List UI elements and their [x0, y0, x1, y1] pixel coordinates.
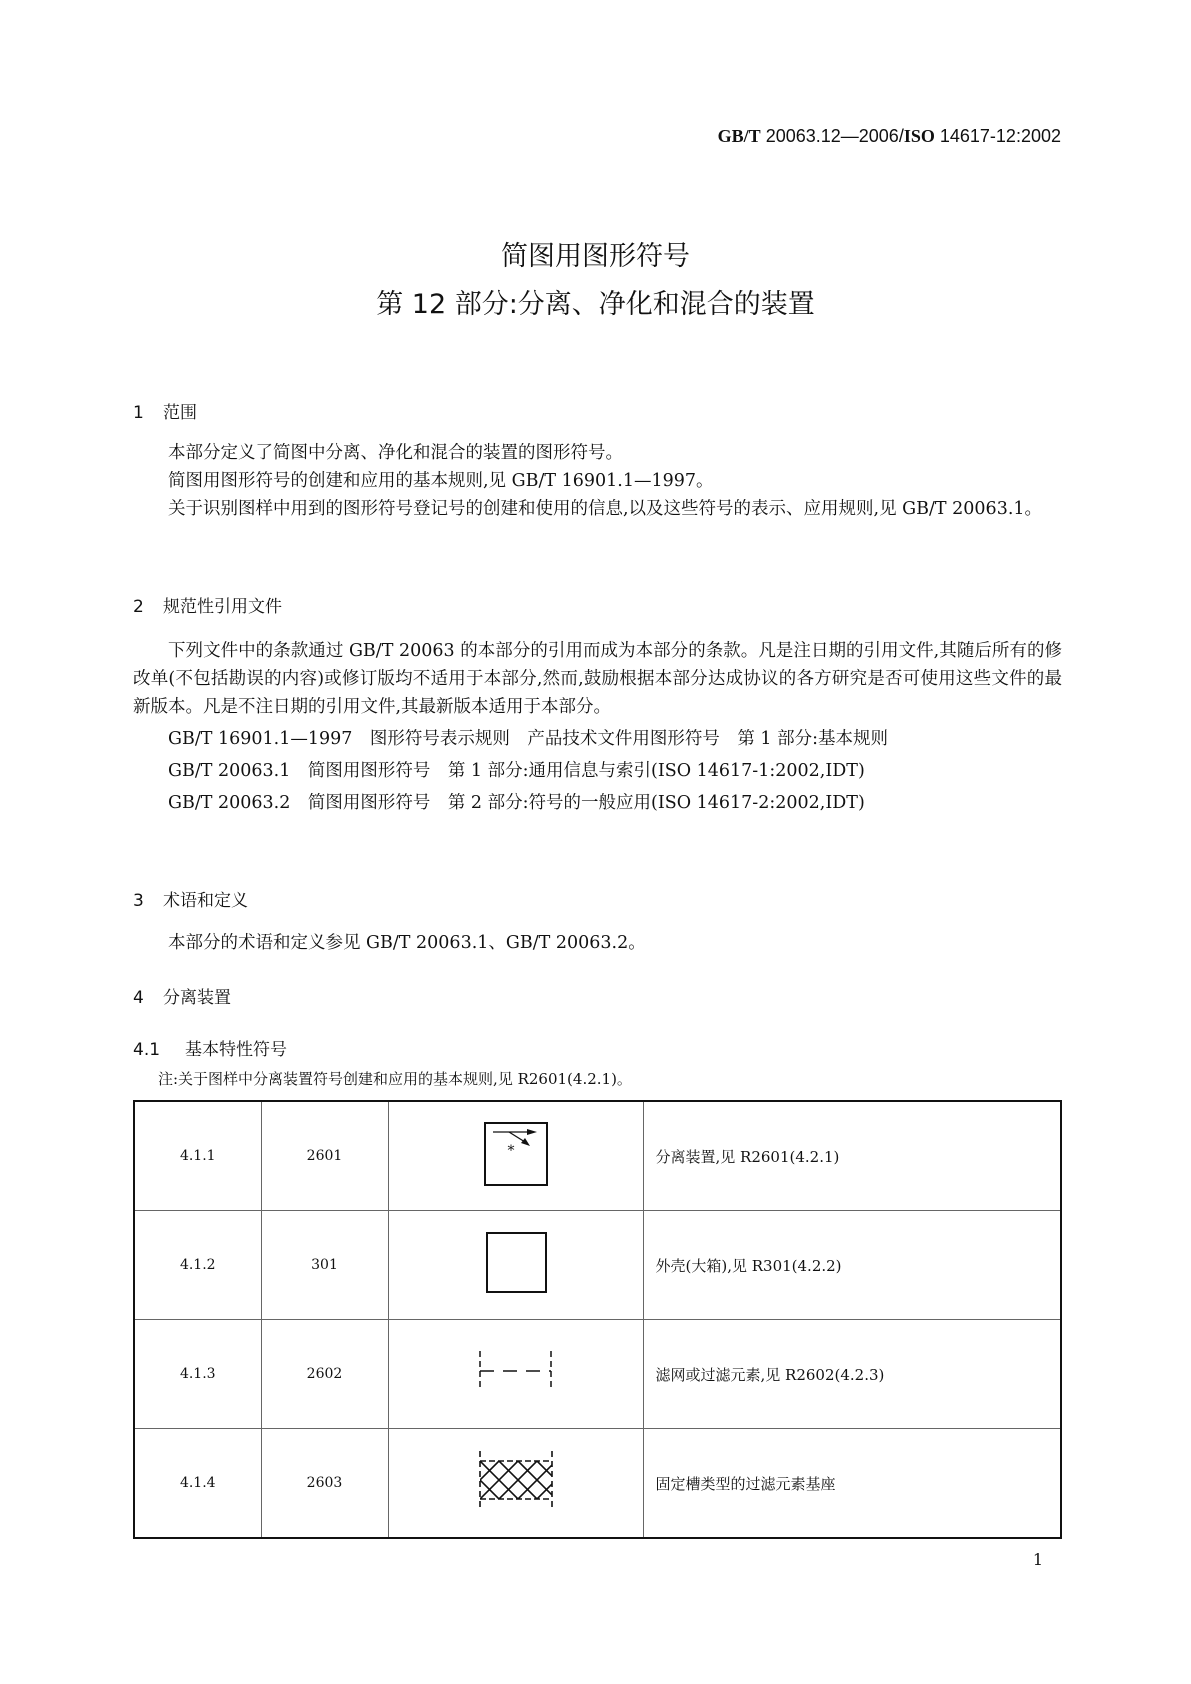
filter-element-symbol-icon [388, 1320, 643, 1429]
registration-number: 2601 [261, 1101, 388, 1211]
item-number: 4.1.1 [134, 1101, 261, 1211]
section-number: 4 [133, 988, 144, 1008]
document-header [718, 126, 1061, 147]
section-4-1-heading [133, 1035, 287, 1060]
separator-symbol-icon [388, 1101, 643, 1211]
title-line-2: 第 12 部分:分离、净化和混合的装置 [376, 289, 815, 320]
table-row [134, 1211, 1061, 1320]
reference-item: GB/T 16901.1—1997 图形符号表示规则 产品技术文件用图形符号 第 1 部分:基本规则 [168, 729, 889, 749]
section-number: 1 [133, 403, 144, 423]
title-line-1: 简图用图形符号 [501, 241, 690, 272]
registration-number: 2603 [261, 1429, 388, 1539]
section-title: 分离装置 [163, 988, 231, 1008]
page-number: 1 [1032, 1550, 1043, 1569]
section-2-heading [133, 592, 282, 617]
item-number: 4.1.4 [134, 1429, 261, 1539]
symbol-table [133, 1100, 1062, 1539]
enclosure-symbol-icon [388, 1211, 643, 1320]
description: 滤网或过滤元素,见 R2602(4.2.3) [643, 1320, 1061, 1429]
table-row [134, 1429, 1061, 1539]
section-3-heading [133, 886, 248, 911]
section-number: 3 [133, 891, 144, 911]
item-number: 4.1.2 [134, 1211, 261, 1320]
description: 固定槽类型的过滤元素基座 [643, 1429, 1061, 1539]
description: 分离装置,见 R2601(4.2.1) [643, 1101, 1061, 1211]
filter-base-symbol-icon [388, 1429, 643, 1539]
svg-text:*: * [507, 1143, 514, 1159]
paragraph: 下列文件中的条款通过 GB/T 20063 的本部分的引用而成为本部分的条款。凡是注日期的引用文件,其随后所有的修改单(不包括勘误的内容)或修订版均不适用于本部分,然而,鼓励根据本部分达成协议的各方研究是否可使用这些文件的最新版本。凡是不注日期的引用文件,其最新版本适用于本部分。 [133, 641, 1062, 717]
section-number: 4.1 [133, 1040, 161, 1060]
section-title: 术语和定义 [163, 891, 248, 911]
section-1-heading [133, 398, 197, 423]
reference-item: GB/T 20063.2 简图用图形符号 第 2 部分:符号的一般应用(ISO 14617-2:2002,IDT) [168, 793, 865, 813]
section-2-body [133, 637, 1062, 819]
iso-prefix: ISO [903, 126, 935, 146]
registration-number: 301 [261, 1211, 388, 1320]
description: 外壳(大箱),见 R301(4.2.2) [643, 1211, 1061, 1320]
std-code: 20063.12—2006/ [765, 126, 904, 146]
section-title: 基本特性符号 [185, 1040, 287, 1060]
paragraph: 关于识别图样中用到的图形符号登记号的创建和使用的信息,以及这些符号的表示、应用规则,见 GB/T 20063.1。 [168, 499, 1043, 519]
section-note: 注:关于图样中分离装置符号创建和应用的基本规则,见 R2601(4.2.1)。 [158, 1070, 632, 1088]
iso-code: 14617-12:2002 [939, 126, 1061, 146]
paragraph: 本部分定义了简图中分离、净化和混合的装置的图形符号。 [168, 443, 623, 463]
section-number: 2 [133, 597, 144, 617]
section-title: 规范性引用文件 [163, 597, 282, 617]
item-number: 4.1.3 [134, 1320, 261, 1429]
reference-item: GB/T 20063.1 简图用图形符号 第 1 部分:通用信息与索引(ISO 14617-1:2002,IDT) [168, 761, 865, 781]
std-prefix: GB/T [717, 126, 761, 146]
paragraph: 简图用图形符号的创建和应用的基本规则,见 GB/T 16901.1—1997。 [168, 471, 714, 491]
table-row [134, 1101, 1061, 1211]
table-row [134, 1320, 1061, 1429]
section-1-body [133, 439, 1062, 523]
section-title: 范围 [163, 403, 197, 423]
section-4-heading [133, 983, 231, 1008]
section-3-body [133, 929, 1062, 957]
registration-number: 2602 [261, 1320, 388, 1429]
paragraph: 本部分的术语和定义参见 GB/T 20063.1、GB/T 20063.2。 [168, 933, 646, 953]
